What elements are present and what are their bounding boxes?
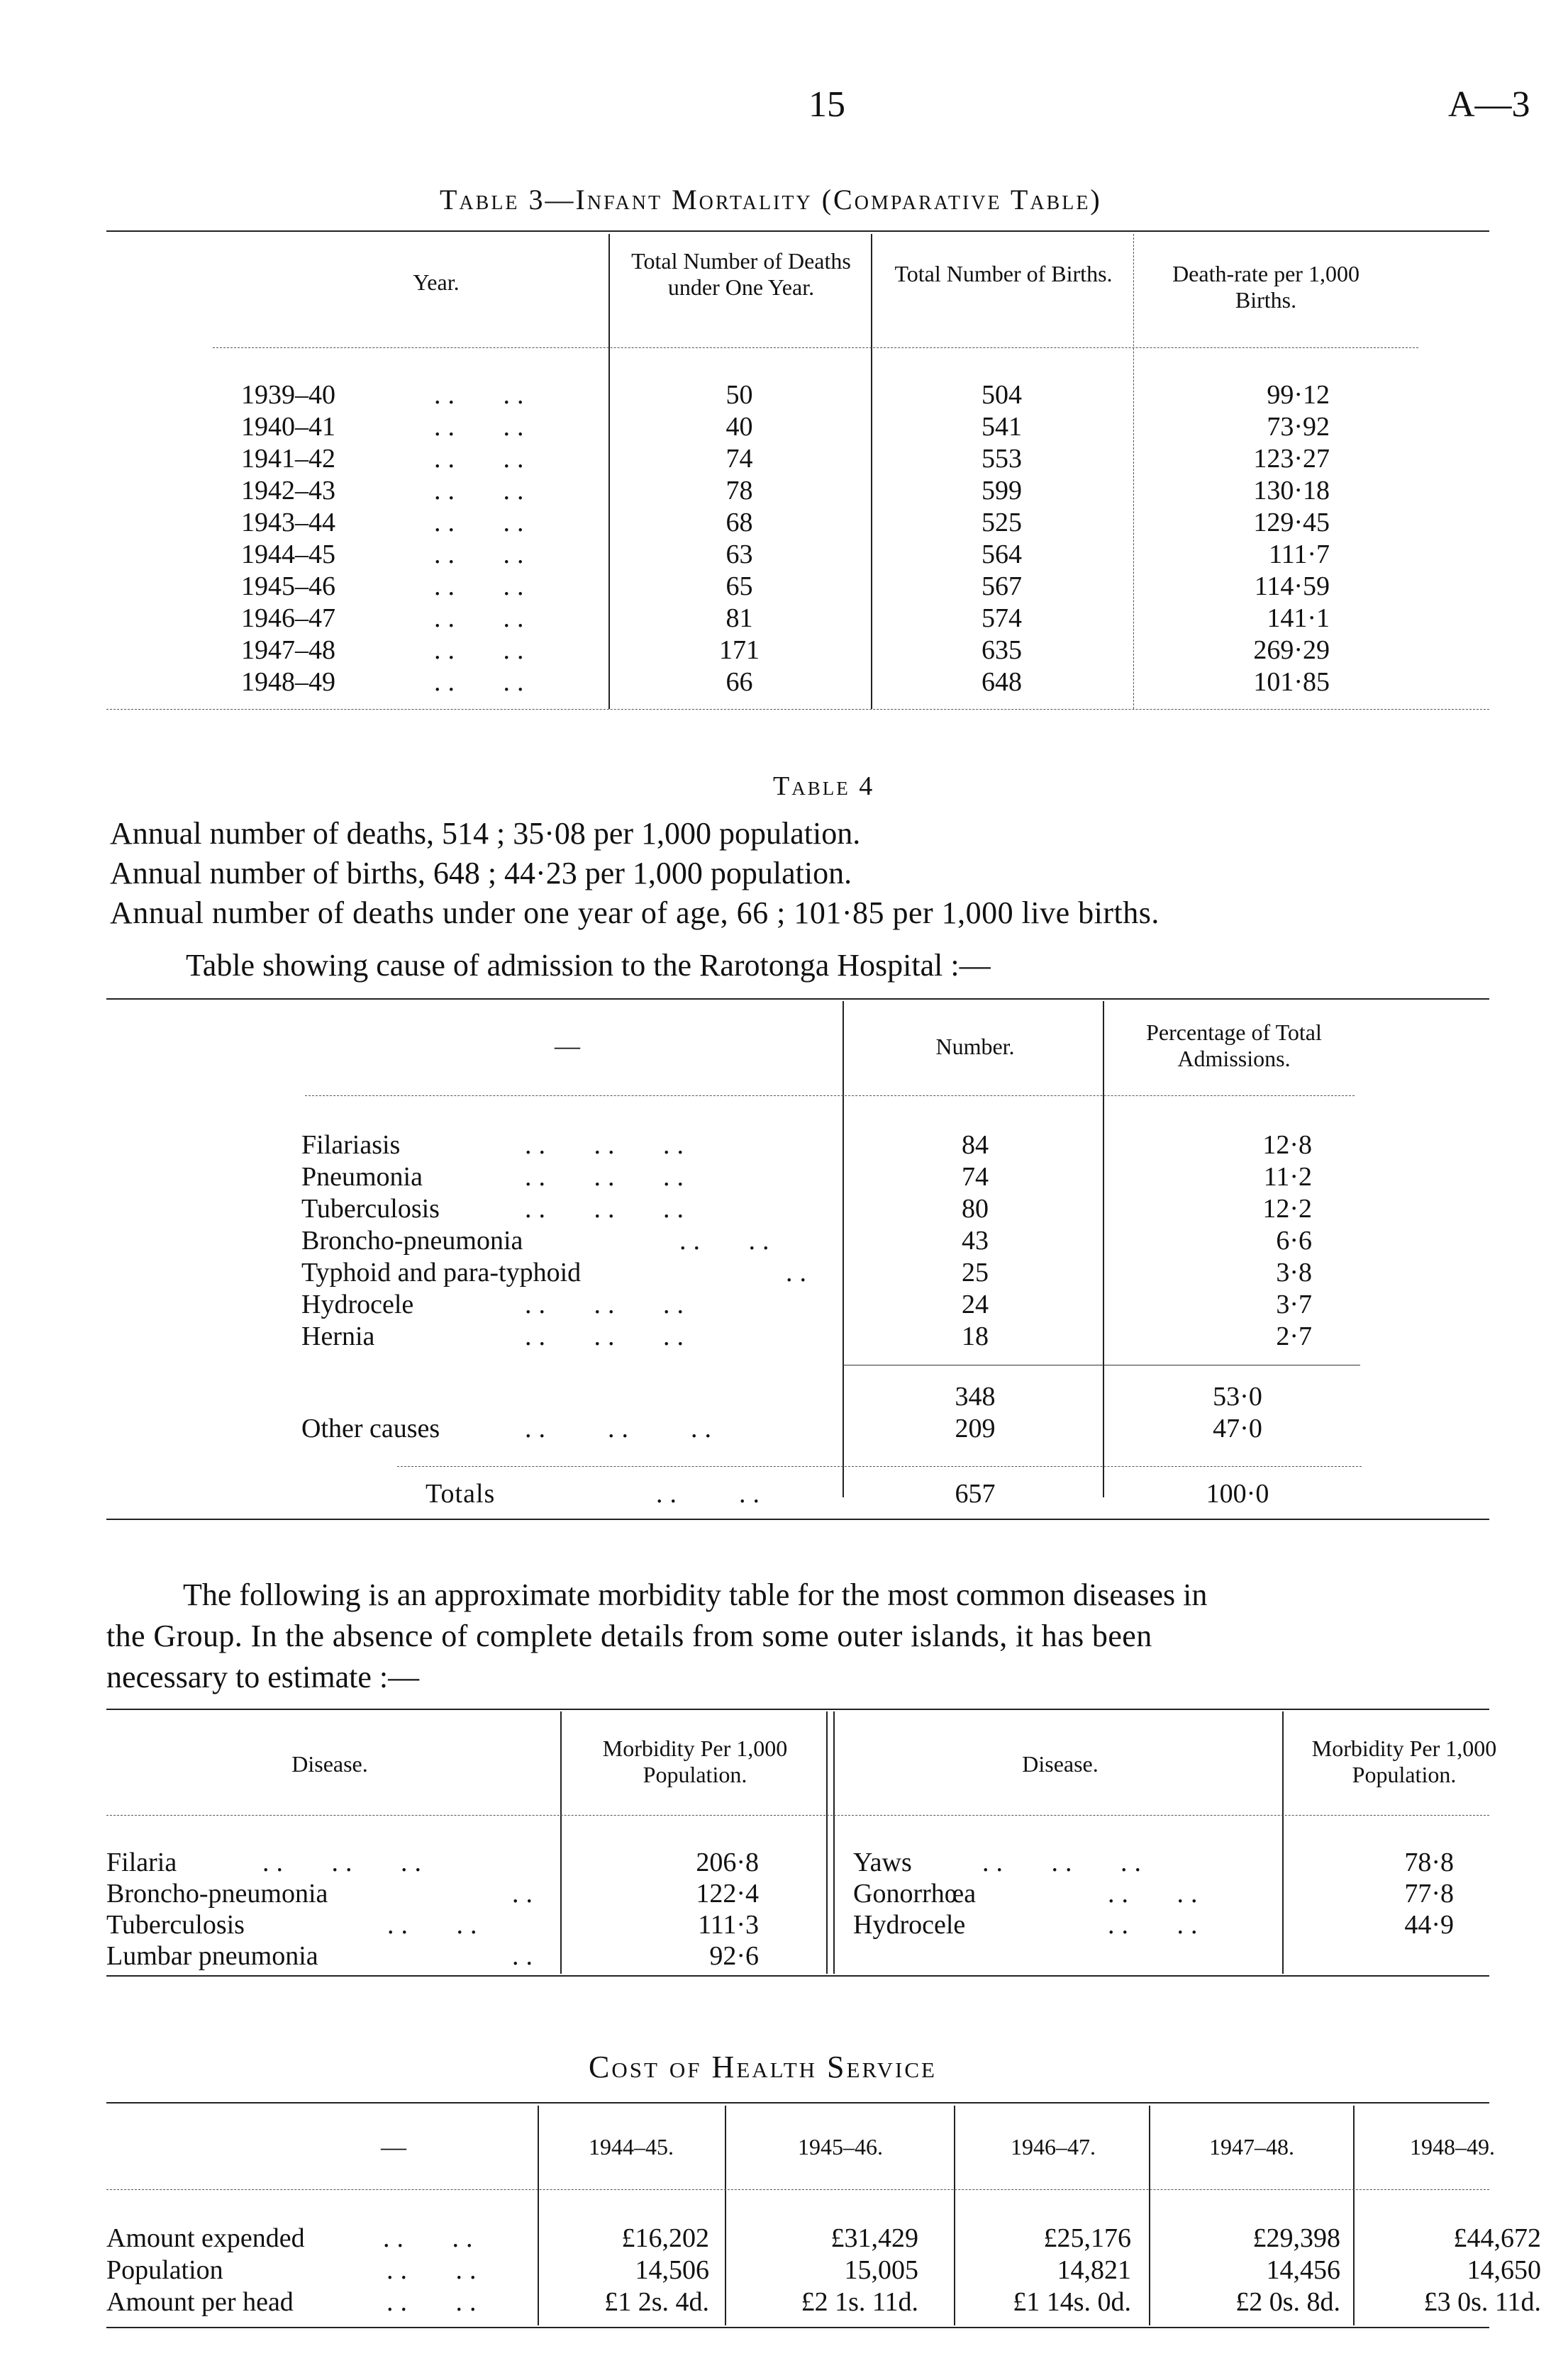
- cost-col-1944: 1944–45.: [589, 2134, 674, 2160]
- table3-births: 525: [982, 508, 1022, 537]
- table3-births: 567: [982, 571, 1022, 601]
- cost-col-1948: 1948–49.: [1410, 2134, 1495, 2160]
- cost-cell: £16,202: [621, 2223, 709, 2253]
- admissions-col-cause: —: [555, 1032, 580, 1060]
- morbidity-col-divider-2b: [833, 1711, 835, 1974]
- leader-dots: .. ..: [434, 444, 531, 474]
- admissions-header-rule: [305, 1095, 1355, 1096]
- table3-year: 1942–43: [241, 476, 335, 505]
- leader-dots: .. ..: [434, 508, 531, 537]
- leader-dots: .. ..: [434, 635, 531, 665]
- table3-col-divider-3: [1133, 234, 1134, 709]
- morbidity-header-rule: [106, 1815, 1489, 1816]
- admissions-col-number: Number.: [935, 1034, 1015, 1059]
- admissions-number: 43: [962, 1226, 989, 1256]
- cost-bottom-rule: [106, 2327, 1489, 2328]
- cost-title: Cost of Health Service: [589, 2050, 937, 2084]
- leader-dots: .. ..: [434, 476, 531, 505]
- cost-cell: £31,429: [830, 2223, 918, 2253]
- table3-deaths: 171: [719, 635, 760, 665]
- leader-dots: .. ..: [434, 571, 531, 601]
- leader-dots: .. .. ..: [525, 1194, 691, 1224]
- leader-dots: .. .. ..: [525, 1130, 691, 1160]
- admissions-cause: Broncho-pneumonia: [301, 1226, 523, 1256]
- morbidity-disease: Broncho-pneumonia: [106, 1879, 328, 1909]
- table3-col-year: Year.: [413, 269, 460, 295]
- morbidity-rate: 78·8: [1404, 1848, 1454, 1877]
- cost-cell: £2 0s. 8d.: [1235, 2287, 1340, 2317]
- morbidity-col-divider-1: [560, 1711, 562, 1974]
- morbidity-rate: 92·6: [709, 1941, 759, 1971]
- admissions-col-divider-1: [843, 1001, 844, 1497]
- admissions-other-number: 209: [955, 1414, 996, 1443]
- table4-line-1: Annual number of deaths, 514 ; 35·08 per 1,000 population.: [110, 816, 861, 851]
- table3-deaths: 81: [725, 603, 753, 633]
- cost-cell: 14,456: [1266, 2255, 1340, 2285]
- leader-dots: .. ..: [1108, 1910, 1205, 1940]
- morbidity-disease: Lumbar pneumonia: [106, 1941, 318, 1971]
- table4-line-3: Annual number of deaths under one year of age, 66 ; 101·85 per 1,000 live births.: [110, 895, 1160, 930]
- table3-year: 1944–45: [241, 540, 335, 569]
- leader-dots: .. ..: [434, 540, 531, 569]
- admissions-top-rule: [106, 998, 1489, 1000]
- table3-year: 1939–40: [241, 380, 335, 410]
- admissions-number: 24: [962, 1290, 989, 1319]
- table3-header-rule: [213, 347, 1418, 348]
- table3-deathrate: 123·27: [1253, 444, 1330, 474]
- morbidity-disease: Hydrocele: [853, 1910, 966, 1940]
- leader-dots: .. .. ..: [525, 1290, 691, 1319]
- morbidity-disease: Gonorrhœa: [853, 1879, 977, 1909]
- table3-year: 1945–46: [241, 571, 335, 601]
- admissions-number: 18: [962, 1322, 989, 1351]
- admissions-percentage: 2·7: [1276, 1322, 1312, 1351]
- table3-deathrate: 73·92: [1267, 412, 1330, 442]
- table3-births: 541: [982, 412, 1022, 442]
- table4-title: Table 4: [773, 771, 875, 801]
- cost-col-divider-5: [1353, 2106, 1355, 2325]
- admissions-percentage: 3·8: [1276, 1258, 1312, 1287]
- cost-col-1945: 1945–46.: [798, 2134, 883, 2160]
- table3-deathrate: 141·1: [1267, 603, 1330, 633]
- admissions-totals-number: 657: [955, 1479, 996, 1509]
- admissions-cause: Typhoid and para-typhoid: [301, 1258, 582, 1287]
- admissions-number: 74: [962, 1162, 989, 1192]
- document-code: A—3: [1448, 84, 1530, 125]
- admissions-col-percentage: Percentage of Total Admissions.: [1146, 1019, 1322, 1071]
- morbidity-top-rule: [106, 1709, 1489, 1710]
- cost-cell: 14,821: [1057, 2255, 1131, 2285]
- cost-cell: £1 2s. 4d.: [604, 2287, 709, 2317]
- morbidity-intro-3: necessary to estimate :—: [106, 1660, 420, 1694]
- table3-births: 648: [982, 667, 1022, 697]
- cost-cell: £44,672: [1453, 2223, 1541, 2253]
- leader-dots: .. .. ..: [982, 1848, 1148, 1877]
- table3-deathrate: 130·18: [1253, 476, 1330, 505]
- table3-births: 564: [982, 540, 1022, 569]
- table3-births: 553: [982, 444, 1022, 474]
- cost-cell: £3 0s. 11d.: [1423, 2287, 1541, 2317]
- leader-dots: .. .. ..: [525, 1162, 691, 1192]
- morbidity-rate: 122·4: [696, 1879, 759, 1909]
- morbidity-intro-2: the Group. In the absence of complete details from some outer islands, it has been: [106, 1619, 1152, 1653]
- table3-deaths: 63: [725, 540, 753, 569]
- morbidity-intro-1: The following is an approximate morbidity table for the most common diseases in: [183, 1577, 1208, 1612]
- leader-dots: .. ..: [434, 667, 531, 697]
- cost-col-label: —: [381, 2133, 406, 2161]
- admissions-cause: Tuberculosis: [301, 1194, 440, 1224]
- admissions-bottom-rule: [106, 1519, 1489, 1520]
- cost-col-divider-2: [725, 2106, 726, 2325]
- table3-births: 635: [982, 635, 1022, 665]
- table3-year: 1941–42: [241, 444, 335, 474]
- cost-cell: £25,176: [1043, 2223, 1131, 2253]
- morbidity-disease: Filaria: [106, 1848, 177, 1877]
- morbidity-disease: Tuberculosis: [106, 1910, 245, 1940]
- admissions-percentage: 12·2: [1262, 1194, 1312, 1224]
- admissions-percentage: 3·7: [1276, 1290, 1312, 1319]
- cost-row-label: Population: [106, 2255, 223, 2285]
- leader-dots: .. ..: [1108, 1879, 1205, 1909]
- table3-col-births: Total Number of Births.: [894, 261, 1113, 286]
- table3-title: Table 3—Infant Mortality (Comparative Table): [440, 184, 1102, 216]
- table3-deaths: 40: [725, 412, 753, 442]
- admissions-cause: Pneumonia: [301, 1162, 423, 1192]
- cost-header-rule: [106, 2189, 1489, 2190]
- admissions-percentage: 12·8: [1262, 1130, 1312, 1160]
- leader-dots: .. .. ..: [262, 1848, 428, 1877]
- table3-year: 1946–47: [241, 603, 335, 633]
- table4-line-4: Table showing cause of admission to the Rarotonga Hospital :—: [186, 948, 991, 983]
- admissions-col-divider-2: [1103, 1001, 1104, 1497]
- admissions-cause: Hydrocele: [301, 1290, 414, 1319]
- admissions-subtotal-number: 348: [955, 1382, 996, 1412]
- admissions-totals-percentage: 100·0: [1206, 1479, 1269, 1509]
- table3-births: 504: [982, 380, 1022, 410]
- table3-year: 1943–44: [241, 508, 335, 537]
- cost-cell: 15,005: [844, 2255, 918, 2285]
- table3-deathrate: 129·45: [1253, 508, 1330, 537]
- cost-cell: 14,506: [635, 2255, 709, 2285]
- leader-dots: ..: [512, 1941, 540, 1971]
- table3-births: 599: [982, 476, 1022, 505]
- table3-col-divider-2: [871, 234, 872, 709]
- table3-deathrate: 111·7: [1269, 540, 1330, 569]
- admissions-totals-rule: [397, 1466, 1362, 1467]
- morbidity-col-divider-3: [1282, 1711, 1284, 1974]
- morbidity-col-divider-2a: [826, 1711, 828, 1974]
- cost-cell: £29,398: [1252, 2223, 1340, 2253]
- cost-cell: 14,650: [1467, 2255, 1541, 2285]
- morbidity-rate: 111·3: [698, 1910, 759, 1940]
- morbidity-disease: Yaws: [853, 1848, 912, 1877]
- table3-deaths: 78: [725, 476, 753, 505]
- table4-line-2: Annual number of births, 648 ; 44·23 per 1,000 population.: [110, 856, 852, 890]
- leader-dots: .. ..: [434, 603, 531, 633]
- table3-births: 574: [982, 603, 1022, 633]
- leader-dots: .. ..: [383, 2223, 480, 2253]
- admissions-number: 80: [962, 1194, 989, 1224]
- morbidity-col-rate-left: Morbidity Per 1,000 Population.: [602, 1736, 788, 1787]
- table3-col-deathrate: Death-rate per 1,000 Births.: [1172, 261, 1360, 313]
- table3-year: 1940–41: [241, 412, 335, 442]
- admissions-totals-label: Totals: [426, 1479, 496, 1509]
- cost-cell: £2 1s. 11d.: [801, 2287, 918, 2317]
- admissions-percentage: 6·6: [1276, 1226, 1312, 1256]
- table3-deathrate: 114·59: [1254, 571, 1330, 601]
- cost-col-1946: 1946–47.: [1011, 2134, 1096, 2160]
- morbidity-col-disease-left: Disease.: [291, 1751, 368, 1777]
- morbidity-col-rate-right: Morbidity Per 1,000 Population.: [1311, 1736, 1497, 1787]
- table3-year: 1948–49: [241, 667, 335, 697]
- leader-dots: .. ..: [387, 1910, 484, 1940]
- admissions-other-percentage: 47·0: [1213, 1414, 1262, 1443]
- leader-dots: .. ..: [679, 1226, 777, 1256]
- table3-deaths: 50: [725, 380, 753, 410]
- morbidity-col-disease-right: Disease.: [1022, 1751, 1099, 1777]
- cost-row-label: Amount expended: [106, 2223, 305, 2253]
- cost-top-rule: [106, 2102, 1489, 2104]
- admissions-subtotal-percentage: 53·0: [1213, 1382, 1262, 1412]
- table3-deaths: 65: [725, 571, 753, 601]
- leader-dots: .. .. ..: [525, 1414, 718, 1443]
- admissions-number: 25: [962, 1258, 989, 1287]
- leader-dots: .. ..: [434, 412, 531, 442]
- leader-dots: .. ..: [387, 2255, 484, 2285]
- table3-year: 1947–48: [241, 635, 335, 665]
- table3-col-deaths: Total Number of Deaths under One Year.: [631, 248, 851, 300]
- table3-deaths: 68: [725, 508, 753, 537]
- leader-dots: .. ..: [656, 1479, 767, 1509]
- cost-row-label: Amount per head: [106, 2287, 294, 2317]
- table3-col-divider-1: [608, 234, 610, 709]
- morbidity-bottom-rule: [106, 1975, 1489, 1977]
- admissions-other-label: Other causes: [301, 1414, 440, 1443]
- table3-deaths: 66: [725, 667, 753, 697]
- leader-dots: .. ..: [434, 380, 531, 410]
- cost-cell: £1 14s. 0d.: [1013, 2287, 1131, 2317]
- morbidity-rate: 44·9: [1404, 1910, 1454, 1940]
- admissions-percentage: 11·2: [1263, 1162, 1312, 1192]
- table3-bottom-rule: [106, 709, 1489, 710]
- admissions-cause: Filariasis: [301, 1130, 401, 1160]
- cost-col-divider-3: [954, 2106, 955, 2325]
- leader-dots: ..: [512, 1879, 540, 1909]
- admissions-number: 84: [962, 1130, 989, 1160]
- table3-deathrate: 101·85: [1253, 667, 1330, 697]
- table3-deaths: 74: [725, 444, 753, 474]
- cost-col-1947: 1947–48.: [1209, 2134, 1294, 2160]
- cost-col-divider-4: [1149, 2106, 1150, 2325]
- table3-deathrate: 99·12: [1267, 380, 1330, 410]
- page-number: 15: [808, 84, 845, 125]
- cost-col-divider-1: [538, 2106, 539, 2325]
- table3-top-rule: [106, 230, 1489, 232]
- morbidity-rate: 206·8: [696, 1848, 759, 1877]
- leader-dots: .. ..: [387, 2287, 484, 2317]
- admissions-cause: Hernia: [301, 1322, 375, 1351]
- leader-dots: ..: [786, 1258, 813, 1287]
- morbidity-rate: 77·8: [1404, 1879, 1454, 1909]
- leader-dots: .. .. ..: [525, 1322, 691, 1351]
- table3-deathrate: 269·29: [1253, 635, 1330, 665]
